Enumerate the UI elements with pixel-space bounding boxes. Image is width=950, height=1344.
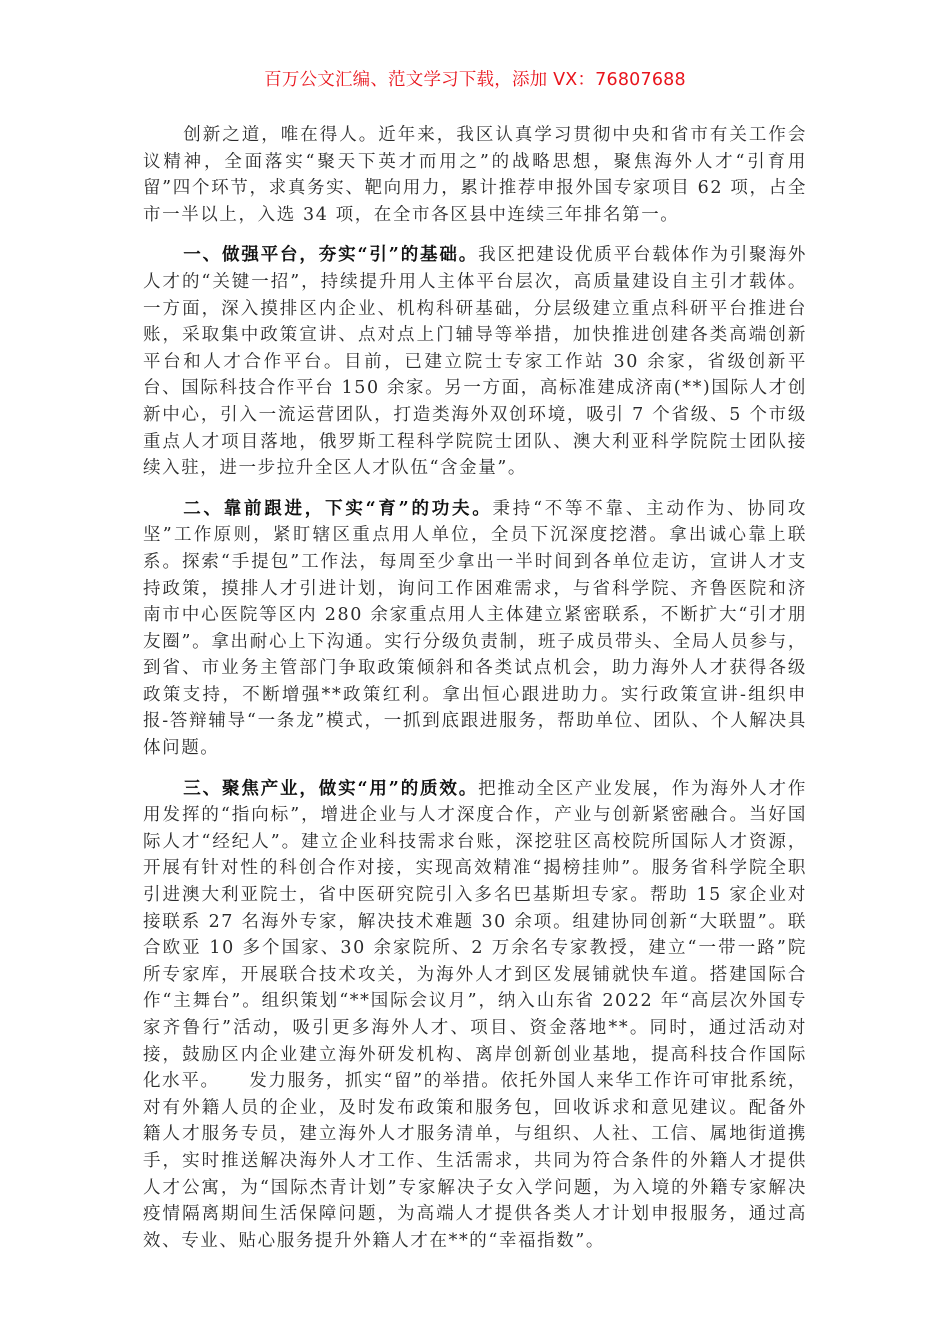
paragraph-text: 秉持“不等不靠、主动作为、协同攻坚”工作原则，紧盯辖区重点用人单位，全员下沉深度挖潜。拿出诚心靠上联系。探索“手提包”工作法，每周至少拿出一半时间到各单位走访，宣讲人才支持政策，摸排人才引进计划，询问工作困难需求，与省科学院、齐鲁医院和济南市中心医院等区内 280 余家重点用人主体建立紧密联系，不断扩大“引才朋友圈”。拿出耐心上下沟通。实行分级负责制，班子成员带头、全局人员参与，到省、市业务主管部门争取政策倾斜和各类试点机会，助力海外人才获得各级政策支持，不断增强**政策红利。拿出恒心跟进助力。实行政策宣讲-组织申报-答辩辅导“一条龙”模式，一抓到底跟进服务，帮助单位、团队、个人解决具体问题。 bbox=[143, 498, 807, 759]
section-heading-3: 三、聚焦产业，做实“用”的质效。 bbox=[183, 778, 479, 799]
paragraph-text: 把推动全区产业发展，作为海外人才作用发挥的“指向标”，增进企业与人才深度合作，产业与创新紧密融合。当好国际人才“经纪人”。建立企业科技需求台账，深挖驻区高校院所国际人才资源，开展有针对性的科创合作对接，实现高效精准“揭榜挂帅”。服务省科学院全职引进澳大利亚院士，省中医研究院引入多名巴基斯坦专家。帮助 15 家企业对接联系 27 名海外专家，解决技术难题 30 余项。组建协同创新“大联盟”。联合欧亚 10 多个国家、30 余家院所、2 万余名专家教授，建立“一带一路”院所专家库，开展联合技术攻关，为海外人才到区发展铺就快车道。搭建国际合作“主舞台”。组织策划“**国际会议月”，纳入山东省 2022 年“高层次外国专家齐鲁行”活动，吸引更多海外人才、项目、资金落地**。同时，通过活动对接，鼓励区内企业建立海外研发机构、离岸创新创业基地，提高科技合作国际化水平。 发力服务，抓实“留”的举措。依托外国人来华工作许可审批系统，对有外籍人员的企业，及时发布政策和服务包，回收诉求和意见建议。配备外籍人才服务专员，建立海外人才服务清单，与组织、人社、工信、属地街道携手，实时推送解决海外人才工作、生活需求，共同为符合条件的外籍人才提供人才公寓，为“国际杰青计划”专家解决子女入学问题，为入境的外籍专家解决疫情隔离期间生活保障问题，为高端人才提供各类人才计划申报服务，通过高效、专业、贴心服务提升外籍人才在**的“幸福指数”。 bbox=[143, 778, 807, 1251]
section-heading-1: 一、做强平台，夯实“引”的基础。 bbox=[183, 245, 479, 266]
intro-paragraph bbox=[143, 122, 807, 228]
section-paragraph-3 bbox=[143, 776, 807, 1255]
paragraph-text: 我区把建设优质平台载体作为引聚海外人才的“关键一招”，持续提升用人主体平台层次，高质量建设自主引才载体。一方面，深入摸排区内企业、机构科研基础，分层级建立重点科研平台推进台账，采取集中政策宣讲、点对点上门辅导等举措，加快推进创建各类高端创新平台和人才合作平台。目前，已建立院士专家工作站 30 余家，省级创新平台、国际科技合作平台 150 余家。另一方面，高标准建成济南(**)国际人才创新中心，引入一流运营团队，打造类海外双创环境，吸引 7 个省级、5 个市级重点人才项目落地，俄罗斯工程科学院院士团队、澳大利亚科学院院士团队接续入驻，进一步拉升全区人才队伍“含金量”。 bbox=[143, 245, 807, 479]
promo-header: 百万公文汇编、范文学习下载，添加 VX：76807688 bbox=[264, 70, 686, 90]
paragraph-text: 创新之道，唯在得人。近年来，我区认真学习贯彻中央和省市有关工作会议精神，全面落实“聚天下英才而用之”的战略思想，聚焦海外人才“引育用留”四个环节，求真务实、靶向用力，累计推荐申报外国专家项目 62 项，占全市一半以上，入选 34 项，在全市各区县中连续三年排名第一。 bbox=[143, 125, 807, 225]
section-paragraph-2 bbox=[143, 496, 807, 762]
section-heading-2: 二、靠前跟进，下实“育”的功夫。 bbox=[183, 498, 493, 519]
document-body bbox=[143, 122, 807, 1268]
section-paragraph-1 bbox=[143, 242, 807, 481]
